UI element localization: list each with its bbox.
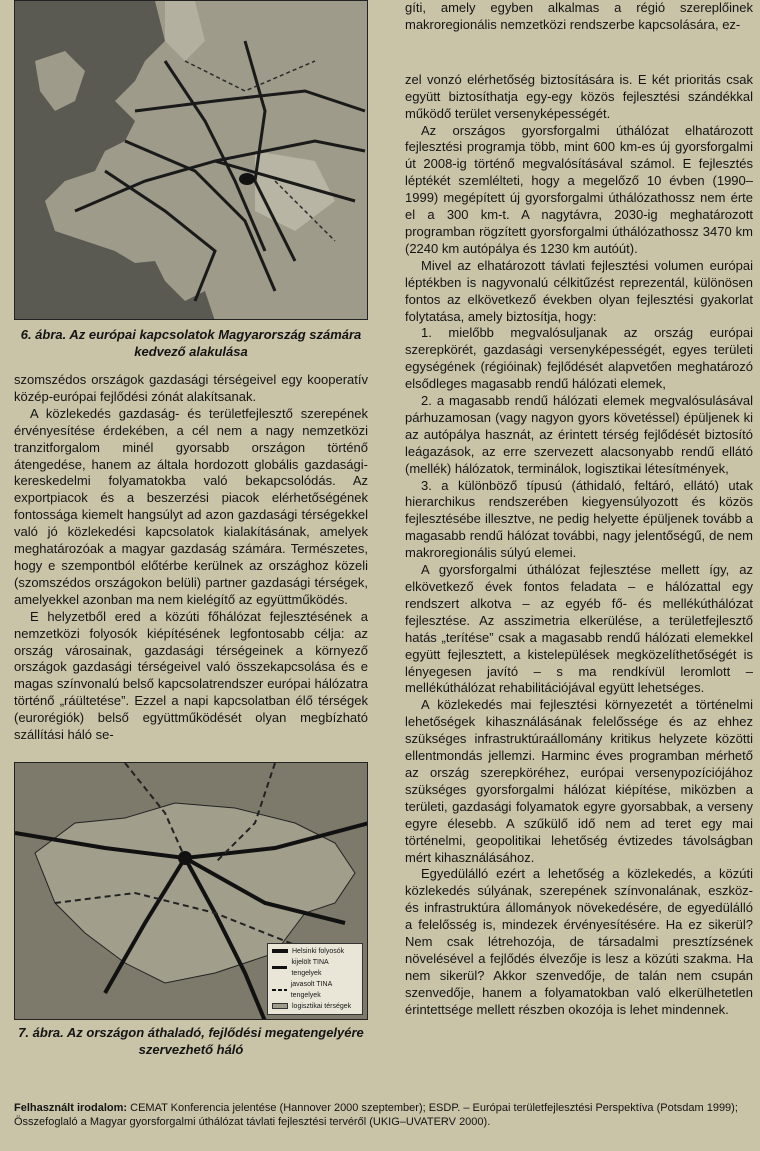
right-list-item-1: 1. mielőbb megvalósuljanak az ország európai szerepkörét, gazdasági versenyképességét, egyes területi egységének (régióinak) fejlődését alapvetően meghatározó elsődleges magasabb rendű hálózati elemek, — [405, 325, 753, 392]
legend-item-tina-proposed: javasolt TINA tengelyek — [272, 979, 358, 1001]
right-paragraph-7: A gyorsforgalmi úthálózat fejlesztése mellett így, az elkövetkező évek fontos feladata – e hálózattal egy rendszert alkotva – az egyéb fő- és mellékúthálózat fejlesztése. Az asszimetria elkerülése, a területfejlesztő hatás „terítése” csak a magasabb rendű hálózati elemekkel együtt fejlesztett, a kistelepülések megközelíthetőségét is lényegesen javító – s ma rendkívül leromlott – mellékúthálózat rehabilitációjával együtt lehetséges. — [405, 562, 753, 696]
europe-map-image — [15, 1, 368, 320]
map-legend — [267, 943, 363, 1015]
right-paragraph-9: Egyedülálló ezért a lehetőség a közlekedés, a közúti közlekedés súlyának, szerepének színvonalának, eszköz- és infrastruktúra állományok növekedésére, de egyedülálló a felelősség is, mindezek érvényesítésére. Ha ez sikerül? Nem csak létrehozója, de társadalmi presztízsének növelésével a fejlődés élvezője is lesz a közúti szakma. Ha nem sikerül? Akkor szenvedője, de talán nem csupán szenvedője, hanem a folyamatokban való elkerülhetetlen érintettsége mellett részben okozója is lehet mindennek. — [405, 866, 753, 1017]
figure7-caption-number: 7. ábra. — [18, 1024, 64, 1040]
legend-item-logistics: logisztikai térségek — [272, 1001, 358, 1012]
right-list-item-3: 3. a különböző típusú (áthidaló, feltáró, ellátó) utak hierarchikus rendszerében kiegyensúlyozott és közös fejlesztésébe illesztve, ne pedig helyette épüljenek tovább a magasabb rendű hálózat további, nagy jelentőségű, de nem makroregionális súlyú elemei. — [405, 477, 753, 561]
references-footer — [14, 1101, 754, 1129]
right-paragraph-2: Az országos gyorsforgalmi úthálózat elhatározott fejlesztési programja több, mint 600 km-es új gyorsforgalmi út 2008-ig történő megvalósításával számol. E fejlesztés léptékét szemlélteti, hogy a megelőző 10 évben (1990–1999) megépített új gyorsforgalmi úthálózathossz nem érte el a 300 km-t. A nagytávra, 2030-ig meghatározott programban rögzített gyorsforgalmi úthálózathossz 3470 km (2240 km autópálya és 1230 km autóút). — [405, 122, 753, 256]
legend-item-helsinki: Helsinki folyosók — [272, 946, 358, 957]
legend-item-tina-designated: kijelölt TINA tengelyek — [272, 957, 358, 979]
right-paragraph-3: Mivel az elhatározott távlati fejlesztési volumen európai léptékben is nagyvonalú célkitűzést reprezentál, különösen fontos az elkövetkező években olyan fejlesztési gyakorlat folytatása, amely biztosítja, hogy: — [405, 257, 753, 324]
left-paragraph-3: E helyzetből ered a közúti főhálózat fejlesztésének a nemzetközi folyosók kiépítésének legfontosabb célja: az ország városainak, gazdasági térségeinek a környező országok gazdasági térségeivel való összekapcsolása és e magas színvonalú belső kapcsolatrendszer európai hálózatra történő „ráültetése”. Ezzel a napi kapcsolatban élő térségek (eurorégiók) belső együttműködését olyan megbízható szállítási háló se- — [14, 608, 368, 743]
figure7-caption-text: Az országon áthaladó, fejlődési megatengelyére szervezhető háló — [66, 1024, 364, 1057]
right-paragraph-1: zel vonzó elérhetőség biztosítására is. E két prioritás csak együtt biztosíthatja egy-egy közös fejlesztési szándékkal működő terület versenyképességét. — [405, 71, 753, 121]
hungary-map-figure — [14, 762, 368, 1020]
left-column — [14, 0, 368, 1070]
figure7-caption — [14, 1024, 368, 1058]
figure6-caption-text: Az európai kapcsolatok Magyarország számára kedvező alakulása — [69, 327, 362, 359]
left-paragraph-2: A közlekedés gazdaság- és területfejlesztő szerepének érvényesítése érdekében, a cél nem a nagy nemzetközi tranzitforgalom minél gyorsabb országon történő átengedése, hanem az általa hordozott globális gazdasági-kereskedelmi folyamatokba való bekapcsolódás. Az exportpiacok és a beszerzési piacok elérhetőségének fontossága kiemelt hangsúlyt ad azon gazdasági térségekkel való jó közlekedési kapcsolatok kialakításának, amelyek meghatározóak a magyar gazdaság számára. Természetes, hogy e szempontból előtérbe kerülnek az országhoz közeli (szomszédos országokon belüli) partner gazdasági térségek, amelyekkel azonban ma nem kielégítő az együttműködés. — [14, 405, 368, 607]
right-paragraph-0: gíti, amely egyben alkalmas a régió szereplőinek makroregionális nemzetközi rendszerbe kapcsolására, ez- — [405, 0, 753, 32]
right-column — [405, 0, 753, 1019]
europe-map-figure — [14, 0, 368, 320]
references-text: CEMAT Konferencia jelentése (Hannover 2000 szeptember); ESDP. – Európai területfejlesztési Perspektíva (Potsdam 1999); Összefoglaló a Magyar gyorsforgalmi úthálózat távlati fejlesztési tervéről (UKIG–UVATERV 2000). — [14, 1102, 738, 1128]
figure6-caption — [14, 326, 368, 360]
left-paragraph-1: szomszédos országok gazdasági térségeivel egy kooperatív közép-európai fejlődési zónát alakítsanak. — [14, 372, 368, 404]
right-list-item-2: 2. a magasabb rendű hálózati elemek megvalósulásával párhuzamosan (vagy nagyon gyors követéssel) épüljenek ki az autópálya hasznát, az érintett térség fejlődését biztosító leágazások, az erre szervezett alacsonyabb rendű ellátó (mellék) hálózatok, terminálok, logisztikai létesítmények, — [405, 393, 753, 476]
references-label: Felhasznált irodalom: — [14, 1102, 128, 1114]
right-paragraph-8: A közlekedés mai fejlesztési környezetét a történelmi lehetőségek kihasználásának felelőssége és az ehhez szükséges infrastruktúraállomány kritikus helyzete közötti ellentmondás jellemzi. Harminc éves programban mérhető az ország szerepköréhez, európai versenypozíciójához szükséges gyorsforgalmi hálózat kiépítése, miközben a területi, gazdasági folyamatok egyre gyorsabbak, a verseny egyre élesebb. A szűkülő idő nem ad teret egy mai történelmi, geopolitikai lehetőség évtizedes távolságban mért kihasználásához. — [405, 697, 753, 865]
figure6-caption-number: 6. ábra. — [20, 327, 67, 342]
